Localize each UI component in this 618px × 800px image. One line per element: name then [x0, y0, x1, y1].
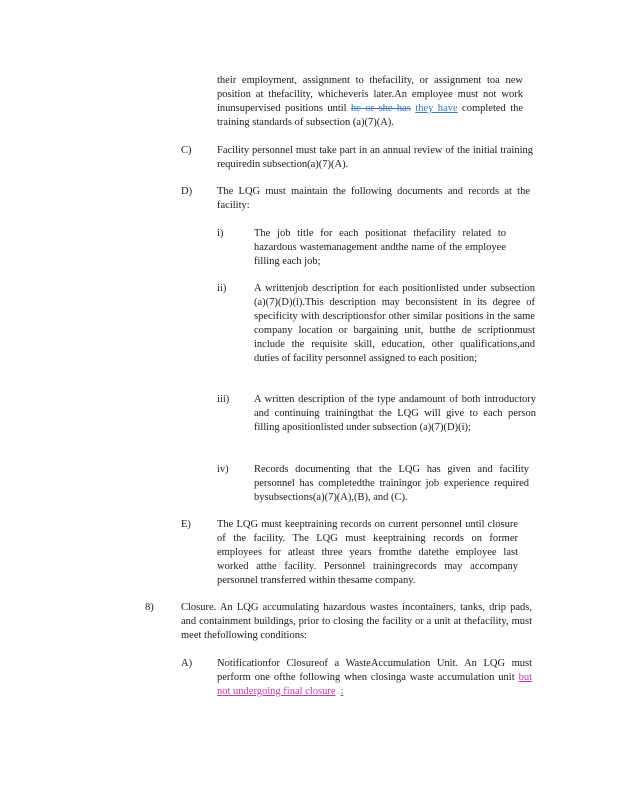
subitem-text-iii: A written description of the type andamount of both introductory and continuing trainingthat the LQG will give to each person filling apositionlisted under subsection (a)(7)(D)(i); — [254, 394, 536, 433]
item-text-a — [217, 657, 532, 699]
item-label-d: D) — [181, 186, 193, 197]
item-label-a: A) — [181, 658, 193, 669]
item-text-c: Facility personnel must take part in an annual review of the initial training requiredin subsection(a)(7)(A). — [217, 145, 533, 170]
item-text-a-body: Notificationfor Closureof a WasteAccumulation Unit. An LQG must perform one ofthe following when closinga waste accumulation unit — [217, 658, 532, 683]
subitem-text-i: The job title for each positionat thefacility related to hazardous wastemanagement andthe name of the employee filling each job; — [254, 228, 506, 267]
subitem-label-i: i) — [217, 228, 224, 239]
item-label-c: C) — [181, 145, 192, 156]
item-label-e: E) — [181, 519, 191, 530]
intro-text-end: completed the training standards of subsection (a)(7)(A). — [217, 103, 524, 128]
subitem-label-iii: iii) — [217, 394, 230, 405]
subitem-label-ii: ii) — [217, 283, 227, 294]
deleted-text: he or she has — [351, 103, 411, 114]
inserted-colon: : — [340, 686, 344, 697]
inserted-text: they have — [415, 103, 458, 114]
intro-paragraph — [217, 74, 523, 130]
item-text-d: The LQG must maintain the following documents and records at the facility: — [217, 186, 530, 211]
subitem-text-ii: A writtenjob description for each positionlisted under subsection (a)(7)(D)(i).This description may beconsistent in its degree of specificity with descriptionsfor other similar positions in the same company location or bargaining unit, butthe de scriptionmust include the requisite skill, education, other qualifications,and duties of facility personnel assigned to each position; — [254, 283, 535, 364]
subitem-text-iv: Records documenting that the LQG has given and facility personnel has completedthe trainingor job experience required bysubsections(a)(7)(A),(B), and (C). — [254, 464, 529, 503]
section-text-8: Closure. An LQG accumulating hazardous wastes incontainers, tanks, drip pads, and containment buildings, prior to closing the facility or a unit at thefacility, must meet thefollowing conditions: — [181, 602, 532, 641]
item-text-e: The LQG must keeptraining records on current personnel until closure of the facility. The LQG must keeptraining records on former employees for atleast three years fromthe datethe employee last worked atthe facility. Personnel trainingrecords may accompany personnel transferred within thesame company. — [217, 519, 518, 586]
inserted-text-a: but not undergoing final closure — [217, 672, 532, 697]
subitem-label-iv: iv) — [217, 464, 229, 475]
intro-text: their employment, assignment to thefacility, or assignment toa new position at thefacility, whicheveris later.An employee must not work inunsupervised positions until — [217, 75, 523, 114]
section-label-8: 8) — [145, 602, 154, 613]
